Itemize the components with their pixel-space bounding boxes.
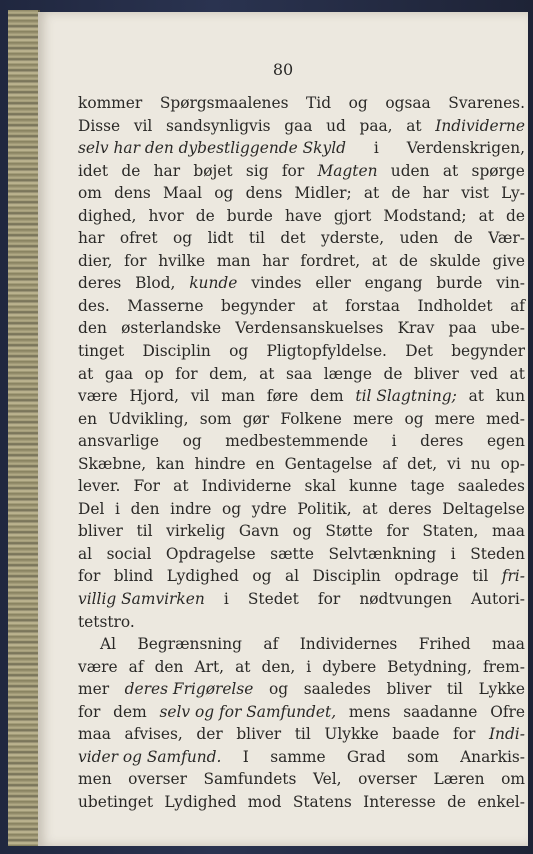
word: al: [284, 567, 300, 586]
word: den: [78, 319, 107, 338]
word: paa,: [359, 116, 393, 135]
word: mer: [78, 680, 110, 699]
word: at: [259, 364, 275, 383]
word: det,: [407, 454, 438, 473]
word: Pligtopfyldelse.: [266, 342, 387, 361]
word: til: [136, 522, 153, 541]
word: forstaa: [345, 296, 400, 315]
word: Verdenskrigen,: [406, 139, 525, 158]
word: maa: [492, 635, 525, 654]
word: overser: [358, 770, 417, 789]
word: føre: [266, 387, 299, 406]
word: op: [144, 364, 164, 383]
text-line: [78, 768, 525, 791]
word: kommer: [78, 94, 143, 112]
word: for: [386, 522, 409, 541]
word: lidt: [207, 229, 234, 248]
italic-word: Indi-: [488, 725, 525, 744]
text-line: [78, 633, 525, 656]
word: har: [153, 161, 181, 180]
word: om: [78, 184, 102, 203]
word: vil: [190, 387, 210, 406]
italic-word: villig Samvirken: [78, 590, 205, 609]
text-line: [78, 588, 525, 611]
word: de: [383, 364, 403, 383]
word: yderste,: [321, 229, 385, 248]
word: mere: [353, 409, 394, 428]
word: Gavn: [238, 522, 279, 541]
word: bliver: [386, 680, 432, 699]
word: samme: [270, 747, 326, 766]
word: nødtvungen: [359, 590, 452, 609]
word: Indholdet: [417, 296, 493, 315]
word: at: [468, 387, 484, 406]
word: Staten,: [422, 522, 479, 541]
word: og: [268, 680, 289, 699]
word: gør: [242, 409, 270, 428]
word: frem-: [482, 657, 525, 676]
word: Ly-: [501, 184, 525, 203]
word: op-: [500, 454, 525, 473]
word: de: [447, 792, 467, 811]
word: i: [450, 544, 456, 563]
italic-word: Magten: [317, 161, 378, 180]
word: Masserne: [127, 296, 204, 315]
word: ved: [470, 364, 499, 383]
word: ofret: [119, 229, 158, 248]
word: hvor: [148, 206, 184, 225]
word: de: [195, 206, 215, 225]
word: Svarenes.: [448, 94, 525, 112]
word: har: [262, 251, 289, 270]
word: af: [128, 657, 144, 676]
word: som: [199, 409, 232, 428]
word: kan: [156, 454, 185, 473]
word: indre: [170, 499, 212, 518]
word: Selvtænkning: [328, 544, 437, 563]
italic-word: selv har den dybestliggende Skyld: [78, 139, 346, 158]
word: at: [363, 184, 380, 203]
word: sætte: [270, 544, 315, 563]
word: Frihed: [418, 635, 471, 654]
word: vin-: [496, 274, 525, 293]
text-line: [78, 137, 525, 160]
word: ube-: [490, 319, 525, 338]
word: for: [124, 251, 147, 270]
word: og: [182, 432, 202, 451]
word: Ofre: [490, 702, 525, 721]
word: at: [442, 161, 459, 180]
word: bøjet: [193, 161, 233, 180]
word: den: [130, 499, 160, 518]
text-line: [78, 182, 525, 205]
word: i: [306, 657, 312, 676]
word: sandsynligvis: [166, 116, 271, 135]
word: i: [115, 499, 120, 518]
word: de: [121, 161, 141, 180]
word: paa: [448, 319, 477, 338]
word: saaledes: [303, 680, 371, 699]
word: Læren: [433, 770, 485, 789]
word: lever.: [78, 477, 121, 496]
word: For: [133, 477, 161, 496]
word: Vel,: [312, 770, 342, 789]
word: til: [294, 725, 311, 744]
text-line: [78, 317, 525, 340]
word: dem,: [209, 364, 248, 383]
text-line: [78, 385, 525, 408]
text-line: [78, 453, 525, 476]
word: og: [214, 184, 234, 203]
word: der: [196, 725, 223, 744]
word: Samfundets: [203, 770, 297, 789]
text-line: [78, 250, 525, 273]
word: har: [78, 229, 105, 248]
text-line: [78, 92, 525, 115]
word: og: [404, 409, 424, 428]
text-line: [78, 408, 525, 431]
word: Disciplin: [312, 567, 381, 586]
word: saadanne: [403, 702, 478, 721]
word: østerlandske: [121, 319, 222, 338]
word: som: [406, 747, 439, 766]
word: dighed,: [78, 206, 137, 225]
word: de: [391, 184, 411, 203]
word: ogsaa: [385, 94, 431, 112]
word: Statens: [292, 792, 352, 811]
word: for: [281, 161, 305, 180]
italic-word: deres Frigørelse: [124, 680, 254, 699]
italic-word: Individerne: [435, 116, 525, 135]
word: begynder: [451, 342, 525, 361]
word: dybere: [322, 657, 377, 676]
word: gaa: [104, 364, 134, 383]
word: tetstro.: [78, 612, 135, 631]
word: af: [510, 296, 525, 315]
word: til: [472, 567, 489, 586]
word: skal: [304, 477, 336, 496]
word: at: [406, 116, 422, 135]
word: for: [317, 590, 341, 609]
text-line: [78, 430, 525, 453]
word: for: [78, 567, 101, 586]
text-line: [78, 543, 525, 566]
word: Skæbne,: [78, 454, 147, 473]
word: ydre: [251, 499, 287, 518]
word: Interesse: [363, 792, 436, 811]
text-line: [78, 520, 525, 543]
word: for: [453, 725, 476, 744]
word: Opdragelse: [165, 544, 256, 563]
word: dens: [245, 184, 283, 203]
word: dier,: [78, 251, 113, 270]
word: Lydighed: [166, 567, 239, 586]
word: afvises,: [124, 725, 183, 744]
word: Midler;: [294, 184, 352, 203]
text-line: [78, 340, 525, 363]
word: de: [398, 251, 418, 270]
word: ansvarlige: [78, 432, 160, 451]
italic-word: kunde: [189, 274, 238, 293]
word: at: [362, 499, 378, 518]
text-line: [78, 475, 525, 498]
word: i: [373, 139, 379, 158]
word: Individernes: [299, 635, 398, 654]
word: og: [252, 567, 272, 586]
word: af: [263, 635, 279, 654]
word: Modstand;: [383, 206, 467, 225]
word: at: [478, 206, 494, 225]
word: Støtte: [325, 522, 373, 541]
word: dem: [113, 702, 147, 721]
word: Tid: [306, 94, 332, 112]
word: virkelig: [166, 522, 226, 541]
word: Gentagelse: [284, 454, 373, 473]
word: Vær-: [488, 229, 525, 248]
word: men: [78, 770, 112, 789]
word: og: [292, 522, 312, 541]
word: gjort: [333, 206, 372, 225]
word: og: [221, 499, 242, 518]
word: i: [391, 432, 397, 451]
word: uden: [390, 161, 430, 180]
word: Del: [78, 499, 105, 518]
text-line: [78, 115, 525, 138]
word: mens: [348, 702, 391, 721]
word: man: [216, 251, 251, 270]
word: Hjord,: [129, 387, 180, 406]
page-number: 80: [272, 60, 294, 79]
italic-word: fri-: [501, 567, 525, 586]
word: til: [248, 229, 265, 248]
word: Udvikling,: [108, 409, 189, 428]
word: hindre: [194, 454, 246, 473]
word: Lydighed: [164, 792, 237, 811]
word: den: [154, 657, 184, 676]
word: opdrage: [394, 567, 459, 586]
word: deres: [78, 274, 122, 293]
word: begynder: [221, 296, 295, 315]
word: og: [229, 342, 249, 361]
book-spine-edge: [8, 10, 40, 846]
word: Betydning,: [387, 657, 472, 676]
word: idet: [78, 161, 109, 180]
italic-word: til Slagtning;: [355, 387, 457, 406]
word: egen: [486, 432, 525, 451]
word: Autori-: [471, 590, 525, 609]
word: medbestemmende: [225, 432, 369, 451]
word: at: [235, 657, 251, 676]
word: overser: [128, 770, 187, 789]
word: vil: [133, 116, 153, 135]
word: kunne: [349, 477, 398, 496]
word: Al: [100, 635, 117, 654]
word: det: [280, 229, 306, 248]
word: ubetinget: [78, 792, 154, 811]
word: al: [78, 544, 93, 563]
word: tage: [410, 477, 445, 496]
word: at: [371, 251, 388, 270]
word: deres: [388, 499, 432, 518]
word: nu: [470, 454, 491, 473]
word: Individerne: [201, 477, 292, 496]
text-line: [78, 227, 525, 250]
word: Grad: [346, 747, 386, 766]
word: Folkene: [280, 409, 342, 428]
word: om: [501, 770, 525, 789]
italic-word: selv og for Samfundet,: [159, 702, 337, 721]
word: Steden: [470, 544, 525, 563]
word: bliver: [78, 522, 123, 541]
word: en: [255, 454, 275, 473]
word: den,: [261, 657, 296, 676]
word: Disse: [78, 116, 121, 135]
text-line: [78, 746, 525, 769]
word: i: [223, 590, 229, 609]
word: engang: [364, 274, 423, 293]
text-line: [78, 701, 525, 724]
text-line: [78, 205, 525, 228]
word: saa: [285, 364, 313, 383]
word: mere: [434, 409, 475, 428]
text-line: [78, 723, 525, 746]
word: vi: [447, 454, 461, 473]
text-line: [78, 498, 525, 521]
word: en: [78, 409, 98, 428]
word: og: [172, 229, 193, 248]
word: være: [78, 387, 118, 406]
word: Verdensanskuelses: [235, 319, 384, 338]
word: Disciplin: [142, 342, 211, 361]
word: de: [506, 206, 525, 225]
word: at: [173, 477, 189, 496]
word: med-: [486, 409, 525, 428]
word: fordret,: [300, 251, 361, 270]
word: des.: [78, 296, 110, 315]
word: dem: [310, 387, 344, 406]
word: blind: [113, 567, 154, 586]
word: at: [312, 296, 328, 315]
word: længe: [323, 364, 372, 383]
word: spørge: [471, 161, 525, 180]
word: hvilke: [158, 251, 206, 270]
word: tinget: [78, 342, 125, 361]
word: mod: [247, 792, 282, 811]
word: uden: [399, 229, 439, 248]
word: gaa: [284, 116, 313, 135]
word: Ulykke: [324, 725, 379, 744]
word: Stedet: [247, 590, 299, 609]
text-line: [78, 295, 525, 318]
word: saaledes: [457, 477, 525, 496]
word: burde: [436, 274, 483, 293]
word: og: [348, 94, 368, 112]
text-line: [78, 565, 525, 588]
text-line: [78, 160, 525, 183]
word: Begrænsning: [137, 635, 242, 654]
body-text: [78, 92, 525, 814]
word: bliver: [236, 725, 282, 744]
word: Det: [405, 342, 433, 361]
word: Blod,: [135, 274, 176, 293]
word: maa: [492, 522, 525, 541]
word: Deltagelse: [442, 499, 525, 518]
word: Politik,: [297, 499, 352, 518]
word: vindes: [251, 274, 302, 293]
word: have: [284, 206, 322, 225]
word: ud: [326, 116, 346, 135]
word: I: [242, 747, 249, 766]
word: kun: [495, 387, 525, 406]
word: baade: [392, 725, 440, 744]
word: til: [446, 680, 463, 699]
word: for: [175, 364, 198, 383]
text-line: [78, 656, 525, 679]
word: Maal: [163, 184, 203, 203]
text-line: [78, 678, 525, 701]
word: Krav: [397, 319, 435, 338]
word: enkel-: [477, 792, 525, 811]
word: Art,: [194, 657, 225, 676]
word: eller: [315, 274, 351, 293]
word: at: [509, 364, 525, 383]
word: burde: [226, 206, 273, 225]
word: deres: [420, 432, 464, 451]
text-line: [78, 272, 525, 295]
word: give: [492, 251, 525, 270]
word: af: [382, 454, 398, 473]
word: Spørgsmaalenes: [159, 94, 289, 112]
text-line: [78, 363, 525, 386]
word: Anarkis-: [460, 747, 525, 766]
text-line: [78, 791, 525, 814]
text-line: [78, 611, 525, 634]
word: for: [78, 702, 101, 721]
word: social: [106, 544, 152, 563]
word: sig: [245, 161, 269, 180]
word: at: [78, 364, 94, 383]
word: man: [221, 387, 255, 406]
word: har: [422, 184, 450, 203]
word: maa: [78, 725, 111, 744]
word: dens: [114, 184, 151, 203]
word: skulde: [429, 251, 481, 270]
word: Lykke: [478, 680, 525, 699]
italic-word: vider og Samfund.: [78, 747, 222, 766]
word: de: [453, 229, 473, 248]
word: vist: [461, 184, 489, 203]
word: bliver: [414, 364, 459, 383]
word: være: [78, 657, 118, 676]
